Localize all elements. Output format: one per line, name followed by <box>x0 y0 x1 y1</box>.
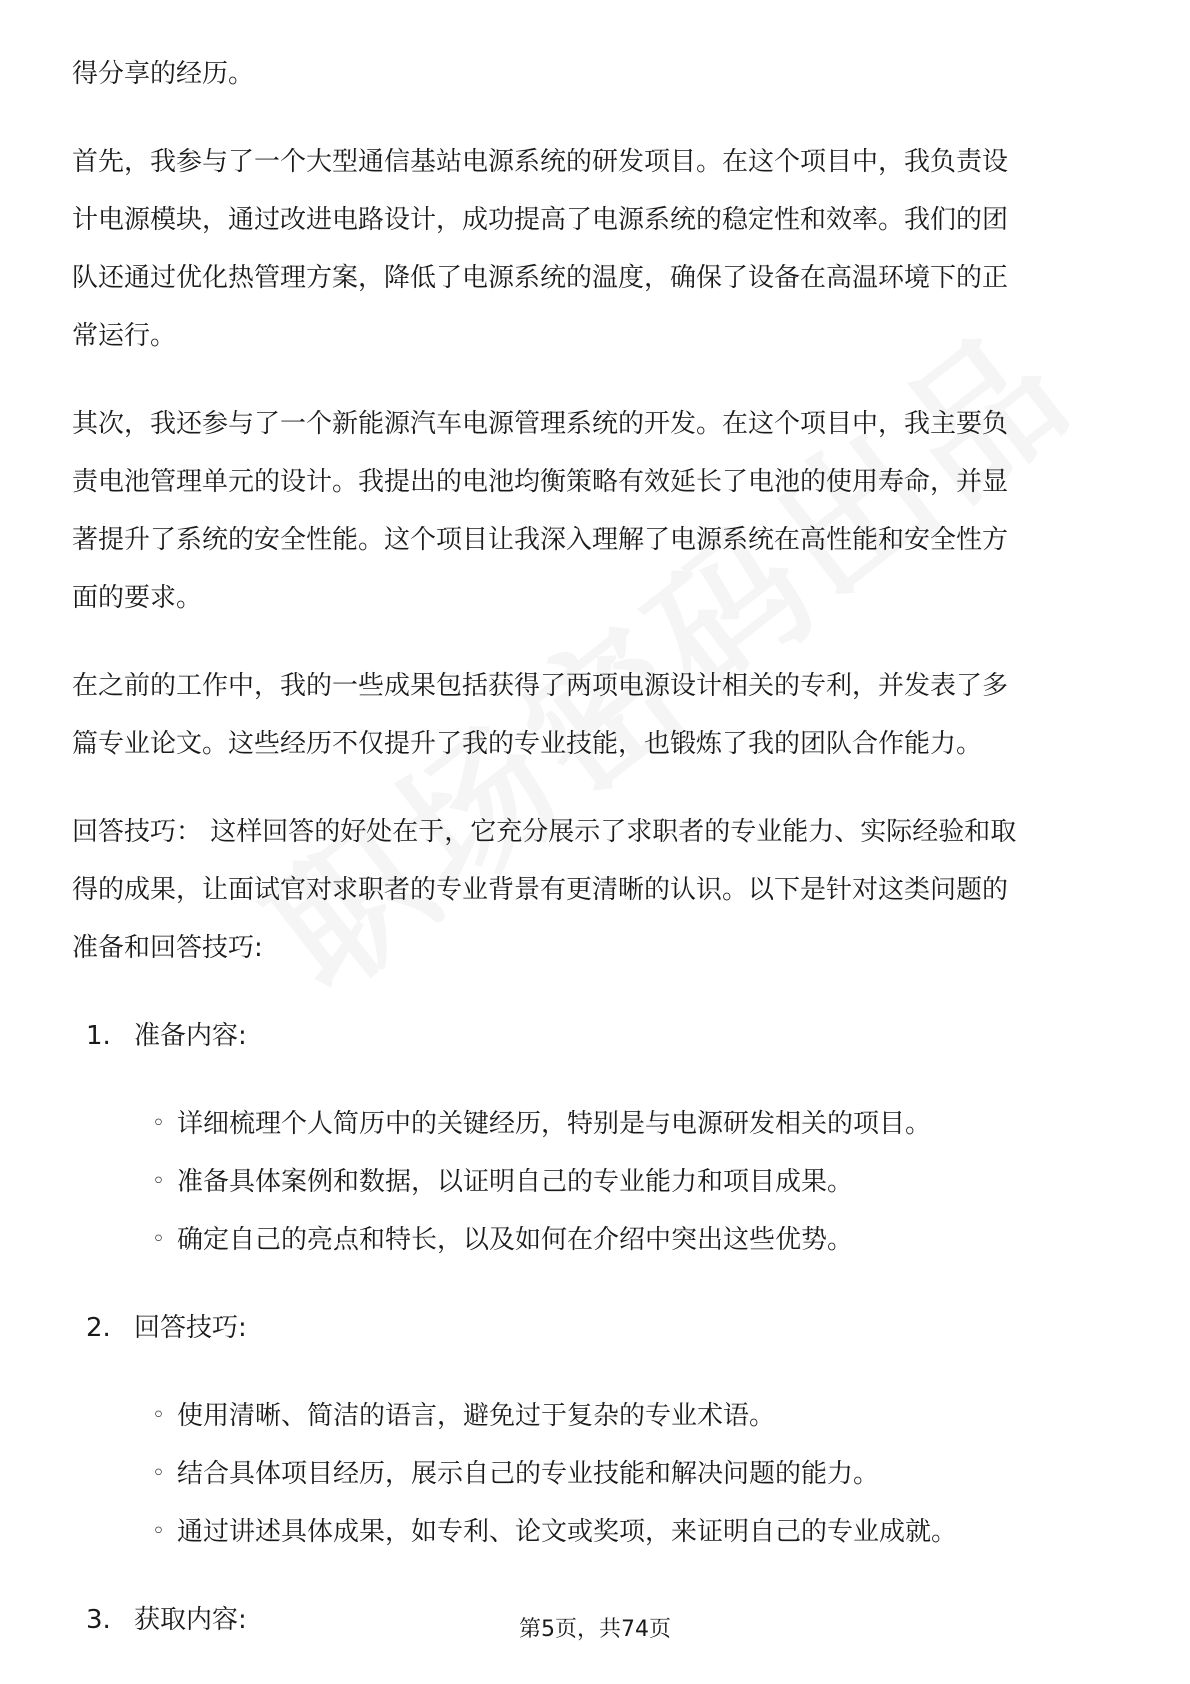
bullet-icon: ◦ <box>152 1169 165 1194</box>
sub-list-1 <box>72 1095 1122 1269</box>
paragraph-line: 在之前的工作中，我的一些成果包括获得了两项电源设计相关的专利，并发表了多 <box>72 671 1009 701</box>
list-item: ◦ 确定自己的亮点和特长，以及如何在介绍中突出这些优势。 <box>72 1211 1122 1269</box>
list-item: ◦ 使用清晰、简洁的语言，避免过于复杂的专业术语。 <box>72 1387 1122 1445</box>
bullet-icon: ◦ <box>152 1403 165 1428</box>
paragraph-line: 其次，我还参与了一个新能源汽车电源管理系统的开发。在这个项目中，我主要负 <box>72 409 1009 439</box>
paragraph-line: 常运行。 <box>72 321 177 351</box>
list-item: ◦ 结合具体项目经历，展示自己的专业技能和解决问题的能力。 <box>72 1445 1122 1503</box>
list-item: ◦ 详细梳理个人简历中的关键经历，特别是与电源研发相关的项目。 <box>72 1095 1122 1153</box>
paragraph-2 <box>72 395 1122 627</box>
bullet-icon: ◦ <box>152 1111 165 1136</box>
paragraph-line: 篇专业论文。这些经历不仅提升了我的专业技能，也锻炼了我的团队合作能力。 <box>72 729 983 759</box>
paragraph-1 <box>72 133 1122 365</box>
list-item: ◦ 通过讲述具体成果，如专利、论文或奖项，来证明自己的专业成就。 <box>72 1503 1122 1561</box>
paragraph-3 <box>72 657 1122 773</box>
paragraph-line: 计电源模块，通过改进电路设计，成功提高了电源系统的稳定性和效率。我们的团 <box>72 205 1009 235</box>
list-title: 准备内容: <box>134 1021 247 1051</box>
paragraph-line: 首先，我参与了一个大型通信基站电源系统的研发项目。在这个项目中，我负责设 <box>72 147 1009 177</box>
paragraph-line: 责电池管理单元的设计。我提出的电池均衡策略有效延长了电池的使用寿命，并显 <box>72 467 1009 497</box>
paragraph-line: 准备和回答技巧: <box>72 933 263 963</box>
page-footer: 第5页，共74页 <box>519 1617 671 1642</box>
list-number: 3. <box>86 1605 111 1635</box>
bullet-icon: ◦ <box>152 1519 165 1544</box>
paragraph-line: 得分享的经历。 <box>72 59 255 89</box>
sub-list-2 <box>72 1387 1122 1561</box>
bullet-icon: ◦ <box>152 1227 165 1252</box>
list-item-1 <box>72 1007 1122 1065</box>
paragraph-4 <box>72 803 1122 977</box>
list-title: 获取内容: <box>134 1605 247 1635</box>
page-content <box>72 45 1122 1649</box>
bullet-icon: ◦ <box>152 1461 165 1486</box>
paragraph-line: 得的成果，让面试官对求职者的专业背景有更清晰的认识。以下是针对这类问题的 <box>72 875 1009 905</box>
paragraph-line: 回答技巧： 这样回答的好处在于，它充分展示了求职者的专业能力、实际经验和取 <box>72 817 1017 847</box>
list-item: ◦ 准备具体案例和数据，以证明自己的专业能力和项目成果。 <box>72 1153 1122 1211</box>
paragraph-line: 队还通过优化热管理方案，降低了电源系统的温度，确保了设备在高温环境下的正 <box>72 263 1009 293</box>
list-item-2 <box>72 1299 1122 1357</box>
paragraph-0 <box>72 45 1122 103</box>
paragraph-line: 面的要求。 <box>72 583 203 613</box>
list-title: 回答技巧: <box>134 1313 247 1343</box>
paragraph-line: 著提升了系统的安全性能。这个项目让我深入理解了电源系统在高性能和安全性方 <box>72 525 1009 555</box>
list-number: 1. <box>86 1021 111 1051</box>
list-number: 2. <box>86 1313 111 1343</box>
